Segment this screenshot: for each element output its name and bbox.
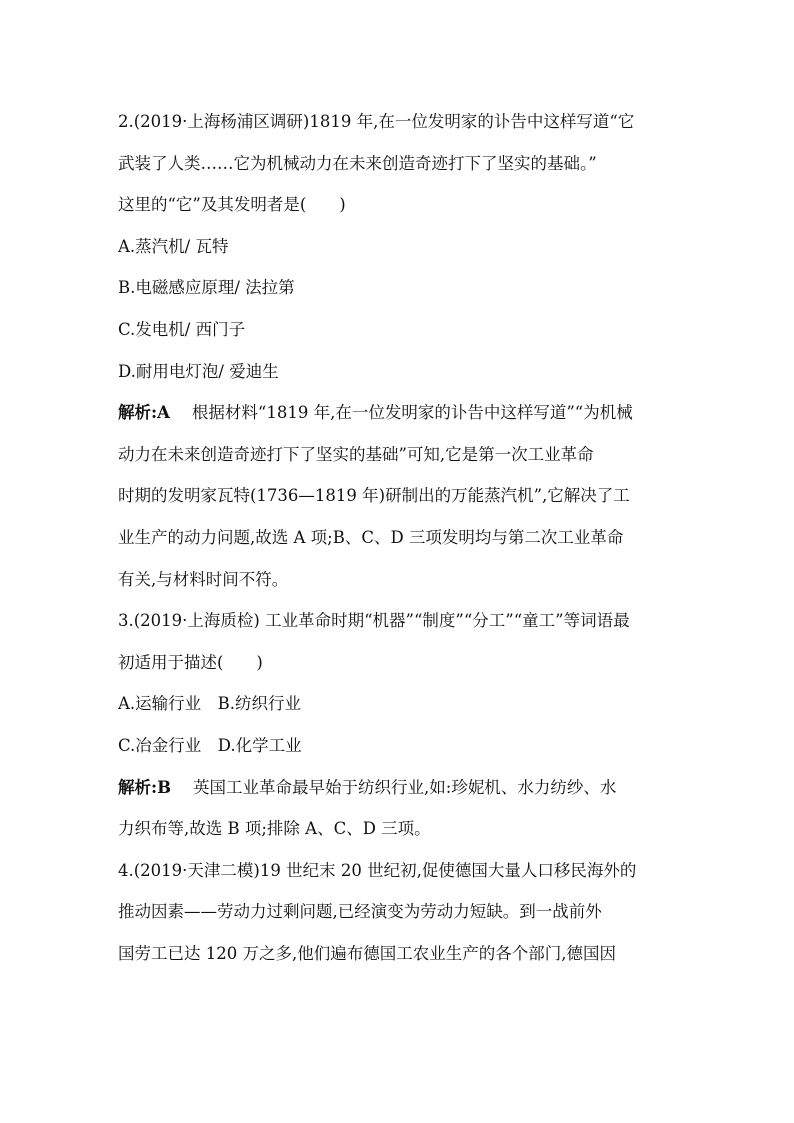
q2-stem-line-2: 武装了人类……它为机械动力在未来创造奇迹打下了坚实的基础。” (118, 153, 597, 173)
q2-stem-line-3: 这里的“它”及其发明者是( ) (118, 195, 346, 215)
q4-stem-line-2: 推动因素——劳动力过剩问题,已经演变为劳动力短缺。到一战前外 (118, 902, 602, 922)
q3-analysis-line-1 (118, 767, 678, 809)
q3-options-row-1: A.运输行业 B.纺织行业 (118, 694, 302, 714)
q3-stem-line-2: 初适用于描述( ) (118, 652, 263, 672)
q2-analysis-line-4: 业生产的动力问题,故选 A 项;B、C、D 三项发明均与第二次工业革命 (118, 527, 624, 547)
q2-analysis-line-3: 时期的发明家瓦特(1736—1819 年)研制出的万能蒸汽机”,它解决了工 (118, 486, 630, 506)
q2-analysis-text-1: 根据材料“1819 年,在一位发明家的讣告中这样写道”“为机械 (191, 403, 633, 423)
q3-stem-line-1: 3.(2019·上海质检) 工业革命时期“机器”“制度”“分工”“童工”等词语最 (118, 611, 630, 631)
q2-analysis-line-1 (118, 392, 678, 434)
q2-option-a: A.蒸汽机/ 瓦特 (118, 236, 229, 256)
document-page (118, 101, 678, 974)
q2-option-d: D.耐用电灯泡/ 爱迪生 (118, 361, 279, 381)
q4-stem-line-1: 4.(2019·天津二模)19 世纪末 20 世纪初,促使德国大量人口移民海外的 (118, 860, 637, 880)
q2-stem-line-1: 2.(2019·上海杨浦区调研)1819 年,在一位发明家的讣告中这样写道“它 (118, 112, 635, 131)
q4-stem-line-3: 国劳工已达 120 万之多,他们遍布德国工农业生产的各个部门,德国因 (118, 943, 616, 963)
q2-analysis-label: 解析:A (118, 403, 170, 423)
q3-analysis-text-1: 英国工业革命最早始于纺织行业,如:珍妮机、水力纺纱、水 (193, 777, 617, 797)
q3-analysis-label: 解析:B (118, 777, 172, 797)
q2-option-b: B.电磁感应原理/ 法拉第 (118, 278, 295, 298)
q2-analysis-line-5: 有关,与材料时间不符。 (118, 569, 289, 589)
q3-options-row-2: C.冶金行业 D.化学工业 (118, 735, 302, 755)
q3-analysis-line-2: 力织布等,故选 B 项;排除 A、C、D 三项。 (118, 819, 431, 839)
q2-analysis-line-2: 动力在未来创造奇迹打下了坚实的基础”可知,它是第一次工业革命 (118, 444, 594, 464)
q2-option-c: C.发电机/ 西门子 (118, 319, 246, 339)
